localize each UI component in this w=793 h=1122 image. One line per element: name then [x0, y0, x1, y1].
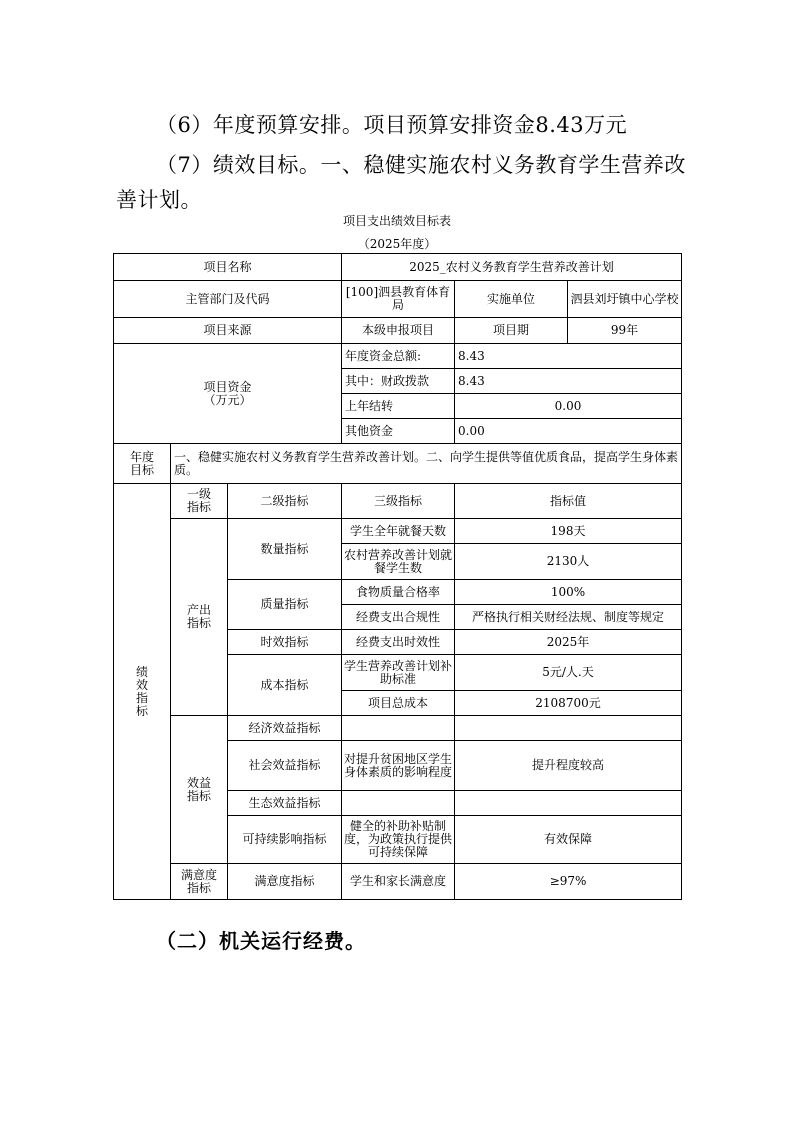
funds-label-line2: （万元）: [203, 392, 252, 407]
indicators-group-label: 绩效指标: [114, 484, 171, 900]
su1-name: 健全的补助补贴制度，为政策执行提供可持续保障: [342, 816, 455, 864]
dept-label: 主管部门及代码: [114, 281, 342, 318]
econ-value: [455, 716, 682, 741]
t1-name: 经费支出时效性: [342, 630, 455, 655]
ql2-value: 严格执行相关财经法规、制度等规定: [455, 605, 682, 630]
q2-value: 2130人: [455, 544, 682, 580]
ql1-name: 食物质量合格率: [342, 580, 455, 605]
funds-label: [114, 344, 342, 444]
level2-header: 二级指标: [228, 484, 342, 519]
goal-text: 一、稳健实施农村义务教育学生营养改善计划。二、向学生提供等值优质食品，提高学生身体素质。: [171, 444, 682, 484]
funds-other-value: 0.00: [455, 419, 682, 444]
funds-carry-label: 上年结转: [342, 394, 455, 419]
funds-label-line1: 项目资金: [203, 379, 252, 394]
sustain-label: 可持续影响指标: [228, 816, 342, 864]
c1-name: 学生营养改善计划补助标准: [342, 655, 455, 691]
s1-name: 对提升贫困地区学生身体素质的影响程度: [342, 741, 455, 791]
section-heading: （二）机关运行经费。: [156, 929, 366, 953]
benefit-label: 效益指标: [171, 716, 228, 864]
c2-value: 2108700元: [455, 691, 682, 716]
ql2-name: 经费支出合规性: [342, 605, 455, 630]
level1-header: 一级指标: [171, 484, 228, 519]
s1-value: 提升程度较高: [455, 741, 682, 791]
paragraph-goal-line1: （7）绩效目标。一、稳健实施农村义务教育学生营养改: [156, 153, 686, 177]
ql1-value: 100%: [455, 580, 682, 605]
funds-total-label: 年度资金总额:: [342, 344, 455, 369]
table-title: 项目支出绩效目标表: [342, 214, 451, 228]
sat-sub-label: 满意度指标: [228, 864, 342, 900]
quality-label: 质量指标: [228, 580, 342, 630]
performance-table: [113, 253, 682, 900]
funds-fiscal-label: 其中：财政拨款: [342, 369, 455, 394]
sat1-name: 学生和家长满意度: [342, 864, 455, 900]
econ-label: 经济效益指标: [228, 716, 342, 741]
unit-value: 泗县刘圩镇中心学校: [568, 281, 682, 318]
eco-value: [455, 791, 682, 816]
paragraph-budget: （6）年度预算安排。项目预算安排资金8.43万元: [156, 113, 628, 137]
q2-name: 农村营养改善计划就餐学生数: [342, 544, 455, 580]
t1-value: 2025年: [455, 630, 682, 655]
source-label: 项目来源: [114, 318, 342, 344]
econ-name: [342, 716, 455, 741]
q1-value: 198天: [455, 519, 682, 544]
value-header: 指标值: [455, 484, 682, 519]
paragraph-goal-line2: 善计划。: [116, 188, 202, 212]
su1-value: 有效保障: [455, 816, 682, 864]
period-label: 项目期: [455, 318, 568, 344]
project-name-value: 2025_农村义务教育学生营养改善计划: [342, 254, 682, 281]
eco-label: 生态效益指标: [228, 791, 342, 816]
unit-label: 实施单位: [455, 281, 568, 318]
source-value: 本级申报项目: [342, 318, 455, 344]
goal-label: 年度目标: [114, 444, 171, 484]
quantity-label: 数量指标: [228, 519, 342, 580]
c2-name: 项目总成本: [342, 691, 455, 716]
table-year: （2025年度）: [357, 237, 437, 251]
cost-label: 成本指标: [228, 655, 342, 716]
funds-other-label: 其他资金: [342, 419, 455, 444]
project-name-label: 项目名称: [114, 254, 342, 281]
c1-value: 5元/人.天: [455, 655, 682, 691]
output-label: 产出指标: [171, 519, 228, 716]
funds-total-value: 8.43: [455, 344, 682, 369]
q1-name: 学生全年就餐天数: [342, 519, 455, 544]
funds-fiscal-value: 8.43: [455, 369, 682, 394]
level3-header: 三级指标: [342, 484, 455, 519]
period-value: 99年: [568, 318, 682, 344]
eco-name: [342, 791, 455, 816]
satisfaction-label: 满意度指标: [171, 864, 228, 900]
social-label: 社会效益指标: [228, 741, 342, 791]
funds-carry-value: 0.00: [455, 394, 682, 419]
dept-value: [100]泗县教育体育局: [342, 281, 455, 318]
time-label: 时效指标: [228, 630, 342, 655]
sat1-value: ≥97%: [455, 864, 682, 900]
